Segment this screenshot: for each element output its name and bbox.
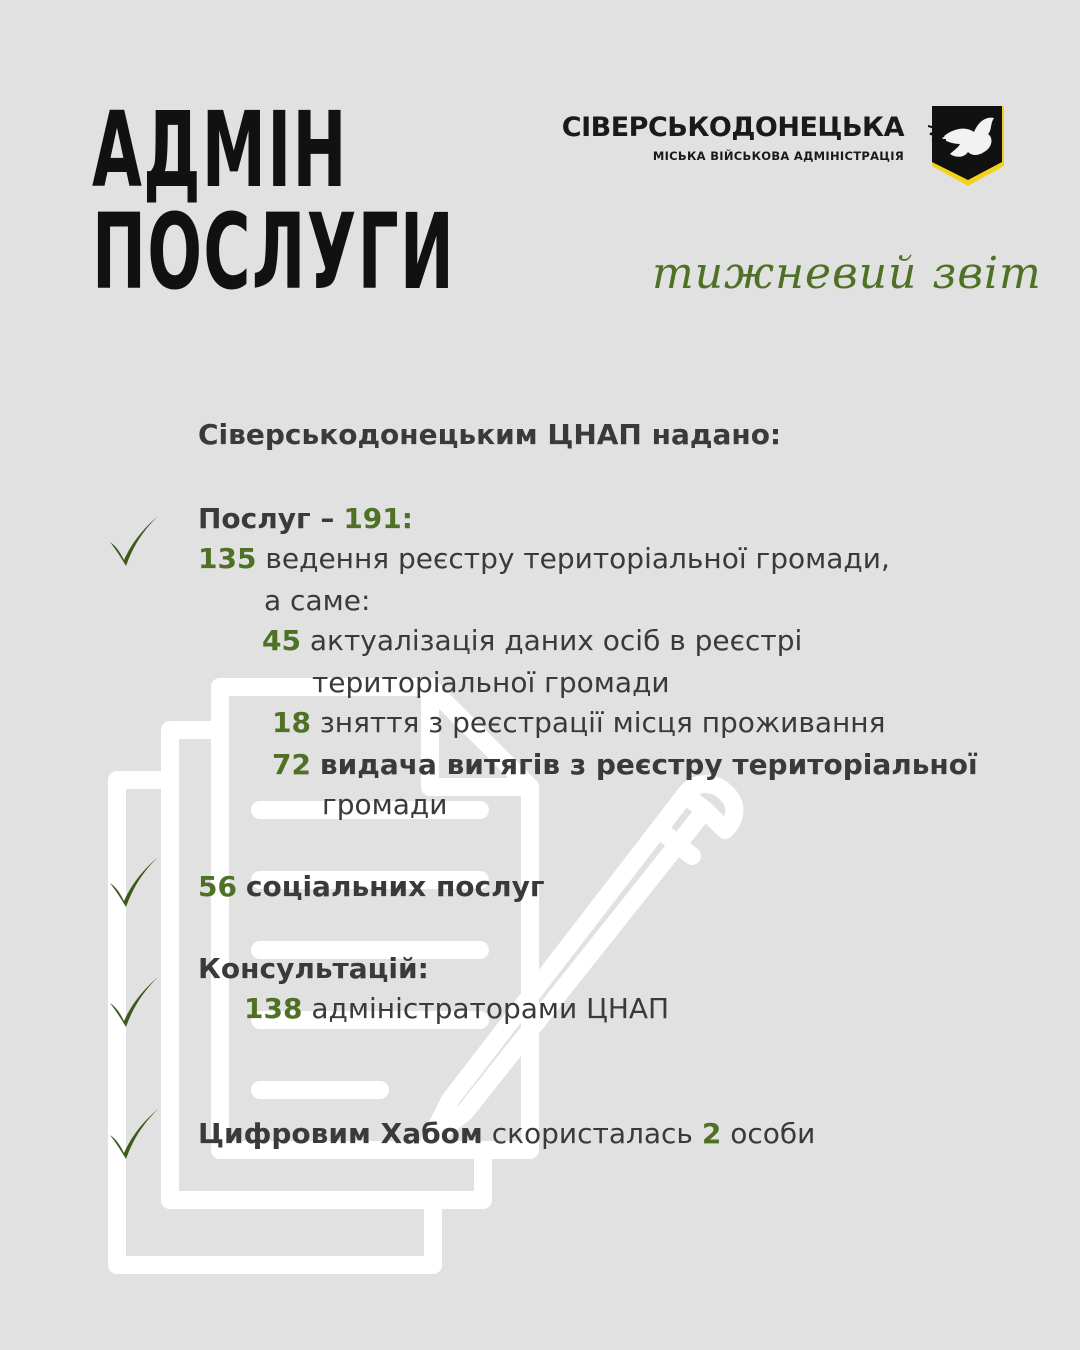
social-count: 56 xyxy=(198,870,237,903)
social-text: соціальних послуг xyxy=(245,870,545,903)
logo-subtitle: МІСЬКА ВІЙСЬКОВА АДМІНІСТРАЦІЯ xyxy=(652,149,904,163)
report-intro: Сіверськодонецьким ЦНАП надано: xyxy=(198,418,782,451)
update-count: 45 xyxy=(262,624,301,657)
weekly-report-label: тижневий звіт xyxy=(652,248,1042,299)
extract-text-2: громади xyxy=(322,788,448,821)
consult-text: адміністраторами ЦНАП xyxy=(311,992,670,1025)
hub-label: Цифровим Хабом xyxy=(198,1117,483,1150)
page-title-line1: АДМІН xyxy=(92,89,348,211)
checkmark-icon xyxy=(106,853,162,909)
deregister-text: зняття з реєстрації місця проживання xyxy=(319,706,886,739)
bird-emblem-icon xyxy=(928,104,1008,188)
checkmark-icon xyxy=(106,1105,162,1161)
social-line xyxy=(198,870,545,904)
services-total: 191: xyxy=(343,502,413,535)
registry-count: 135 xyxy=(198,542,257,575)
services-line xyxy=(198,502,413,536)
services-label: Послуг – xyxy=(198,502,335,535)
consult-line xyxy=(244,992,669,1026)
update-line xyxy=(262,624,802,658)
registry-line xyxy=(198,542,890,576)
namely-text: а саме: xyxy=(264,584,371,617)
hub-count: 2 xyxy=(701,1117,722,1150)
hub-text: скористалась xyxy=(491,1117,693,1150)
consult-count: 138 xyxy=(244,992,303,1025)
deregister-count: 18 xyxy=(272,706,311,739)
hub-text-2: особи xyxy=(730,1117,816,1150)
page-title-line2: ПОСЛУГИ xyxy=(92,191,456,313)
consult-label: Консультацій: xyxy=(198,952,429,985)
extract-count: 72 xyxy=(272,748,311,781)
update-text: актуалізація даних осіб в реєстрі xyxy=(309,624,803,657)
registry-text: ведення реєстру територіальної громади, xyxy=(265,542,890,575)
deregister-line xyxy=(272,706,885,740)
update-text-2: територіальної громади xyxy=(312,666,670,699)
checkmark-icon xyxy=(106,973,162,1029)
extract-text: видача витягів з реєстру територіальної xyxy=(319,748,978,781)
checkmark-icon xyxy=(106,512,162,568)
logo-name: СІВЕРСЬКОДОНЕЦЬКА xyxy=(561,112,904,143)
hub-line xyxy=(198,1117,815,1151)
extract-line xyxy=(272,748,978,782)
